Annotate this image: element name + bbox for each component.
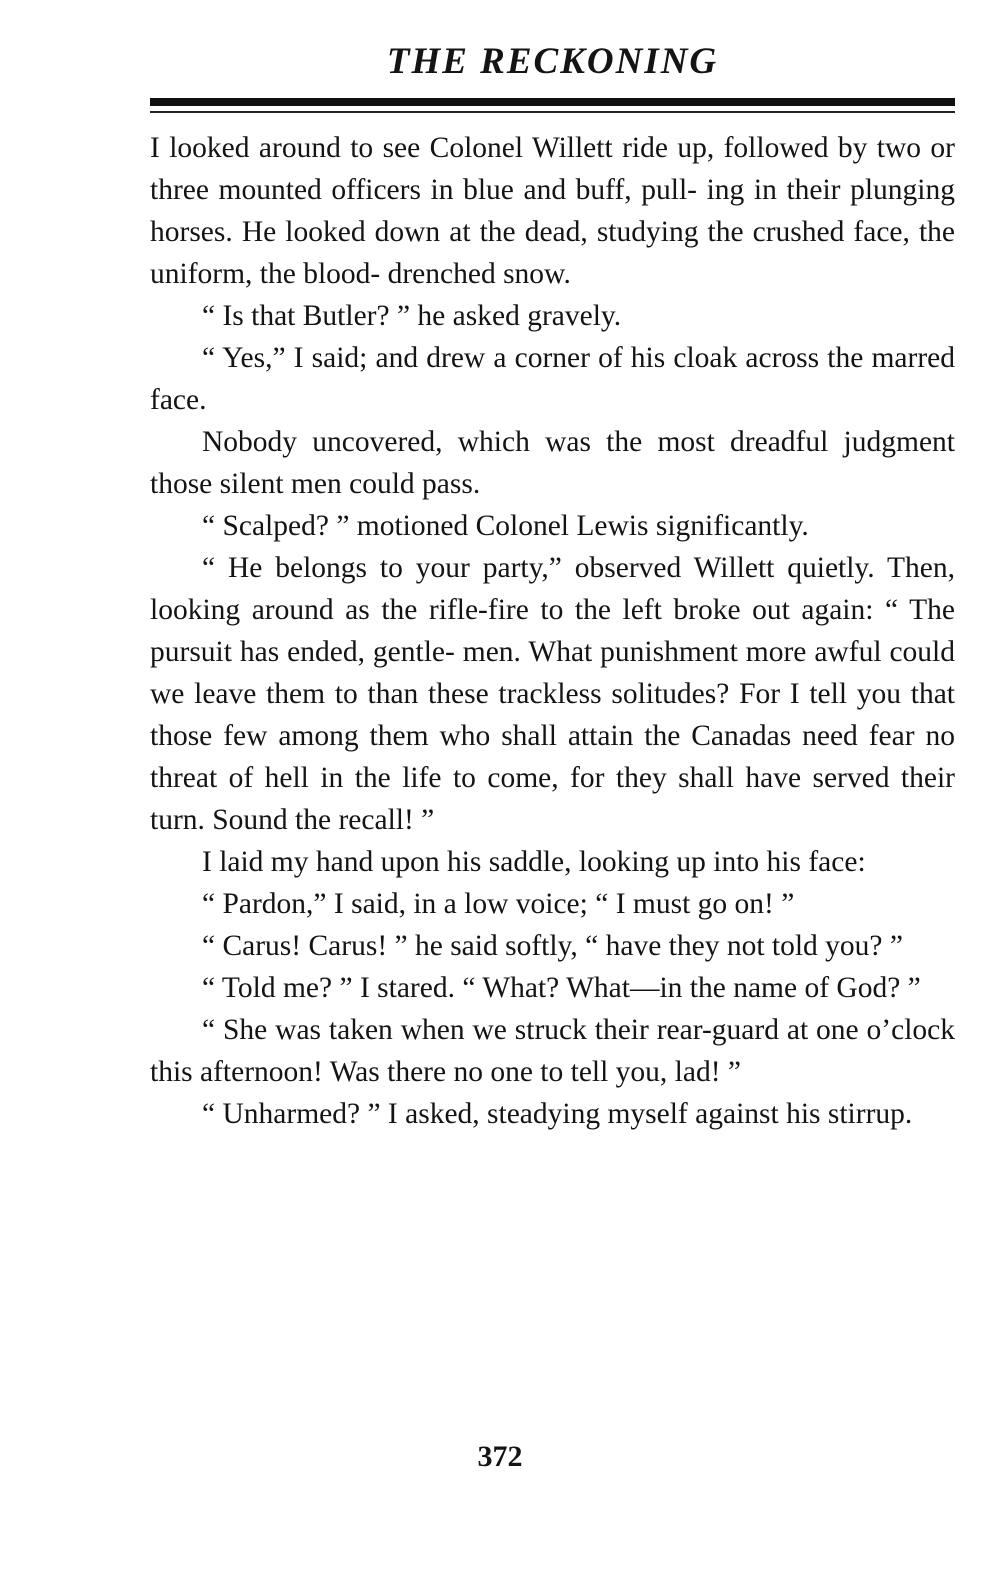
- paragraph: “ Unharmed? ” I asked, steadying myself against his stirrup.: [202, 1098, 913, 1130]
- paragraph: “ He belongs to your party,” observed Willett quietly. Then, looking around as the rifle-fire to the left broke out again: “ The pursuit has ended, gentle- men. What punishment more awful could we leave them to than these trackless solitudes? For I tell you that those few among them who shall attain the Canadas need fear no threat of hell in the life to come, for they shall have served their turn. Sound the recall! ”: [150, 552, 955, 836]
- paragraph: “ Yes,” I said; and drew a corner of his cloak across the marred face.: [150, 342, 955, 416]
- book-page: [150, 40, 955, 1135]
- paragraph: “ Carus! Carus! ” he said softly, “ have they not told you? ”: [202, 930, 903, 962]
- paragraph: “ Is that Butler? ” he asked gravely.: [202, 300, 622, 332]
- paragraph: “ She was taken when we struck their rear-guard at one o’clock this afternoon! Was there no one to tell you, lad! ”: [150, 1014, 955, 1088]
- header-rule-thick: [150, 98, 955, 106]
- body-text: [150, 127, 955, 1135]
- running-title: THE RECKONING: [386, 41, 719, 82]
- page-number: 372: [477, 1440, 523, 1473]
- paragraph: I laid my hand upon his saddle, looking up into his face:: [202, 846, 866, 878]
- header-rule-thin: [150, 111, 955, 113]
- paragraph: “ Scalped? ” motioned Colonel Lewis significantly.: [202, 510, 809, 542]
- paragraph: Nobody uncovered, which was the most dreadful judgment those silent men could pass.: [150, 426, 955, 500]
- paragraph: “ Pardon,” I said, in a low voice; “ I must go on! ”: [202, 888, 795, 920]
- paragraph: “ Told me? ” I stared. “ What? What—in the name of God? ”: [202, 972, 921, 1004]
- paragraph: I looked around to see Colonel Willett ride up, followed by two or three mounted officers in blue and buff, pull- ing in their plunging horses. He looked down at the dead, studying the crushed face, the uniform, the blood- drenched snow.: [150, 132, 955, 290]
